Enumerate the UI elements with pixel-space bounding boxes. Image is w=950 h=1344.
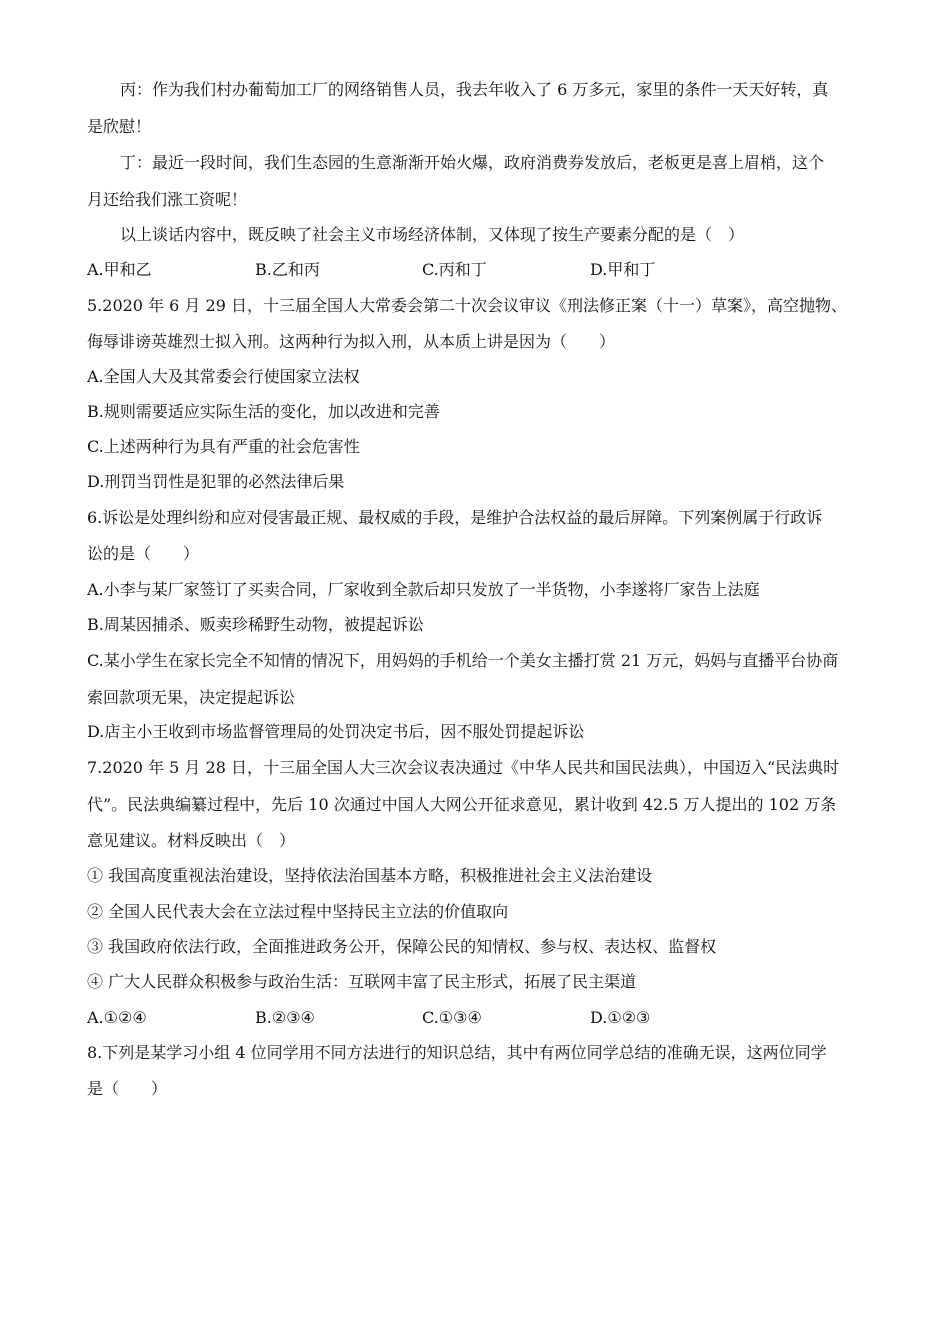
dialogue-ding-line-2: 月还给我们涨工资呢！	[87, 190, 248, 209]
q7-option-b: B.②③④	[255, 1008, 315, 1027]
q5-option-a: A.全国人大及其常委会行使国家立法权	[87, 367, 360, 386]
q6-option-a: A.小李与某厂家签订了买卖合同，厂家收到全款后却只发放了一半货物，小李遂将厂家告上法庭	[87, 580, 760, 599]
question-8-stem-line-1: 8.下列是某学习小组 4 位同学用不同方法进行的知识总结，其中有两位同学总结的准确无误，这两位同学	[87, 1043, 827, 1062]
question-6-stem-line-2: 讼的是（ ）	[87, 544, 200, 563]
dialogue-bing-line-1: 丙：作为我们村办葡萄加工厂的网络销售人员，我去年收入了 6 万多元，家里的条件一天天好转，真	[120, 80, 829, 99]
q6-option-c-line-1: C.某小学生在家长完全不知情的情况下，用妈妈的手机给一个美女主播打赏 21 万元，妈妈与直播平台协商	[87, 651, 839, 670]
q6-option-c-line-2: 索回款项无果，决定提起诉讼	[87, 688, 296, 707]
q7-option-d: D.①②③	[590, 1008, 651, 1027]
q5-option-c: C.上述两种行为具有严重的社会危害性	[87, 437, 360, 456]
q5-option-d: D.刑罚当罚性是犯罪的必然法律后果	[87, 472, 345, 491]
q6-option-b: B.周某因捕杀、贩卖珍稀野生动物，被提起诉讼	[87, 615, 424, 634]
q4-option-b: B.乙和丙	[255, 260, 320, 279]
q7-option-a: A.①②④	[87, 1008, 147, 1027]
q4-option-a: A.甲和乙	[87, 260, 152, 279]
q7-option-c: C.①③④	[422, 1008, 482, 1027]
q4-option-c: C.丙和丁	[422, 260, 487, 279]
q5-option-b: B.规则需要适应实际生活的变化，加以改进和完善	[87, 402, 440, 421]
q4-option-d: D.甲和丁	[590, 260, 656, 279]
q7-statement-3: ③ 我国政府依法行政，全面推进政务公开，保障公民的知情权、参与权、表达权、监督权	[87, 937, 717, 956]
question-4-stem: 以上谈话内容中，既反映了社会主义市场经济体制，又体现了按生产要素分配的是（ ）	[120, 225, 745, 244]
question-7-stem-line-1: 7.2020 年 5 月 28 日，十三届全国人大三次会议表决通过《中华人民共和国民法典），中国迈入“民法典时	[87, 758, 840, 777]
question-8-stem-line-2: 是（ ）	[87, 1079, 168, 1098]
question-7-stem-line-3: 意见建议。材料反映出（ ）	[87, 831, 296, 850]
question-7-stem-line-2: 代”。民法典编纂过程中，先后 10 次通过中国人大网公开征求意见，累计收到 42.5 万人提出的 102 万条	[87, 795, 837, 814]
question-6-stem-line-1: 6.诉讼是处理纠纷和应对侵害最正规、最权威的手段，是维护合法权益的最后屏障。下列案例属于行政诉	[87, 508, 823, 527]
q7-statement-1: ① 我国高度重视法治建设，坚持依法治国基本方略，积极推进社会主义法治建设	[87, 866, 653, 885]
dialogue-ding-line-1: 丁：最近一段时间，我们生态园的生意渐渐开始火爆，政府消费券发放后，老板更是喜上眉梢，这个	[120, 153, 825, 172]
question-5-stem-line-1: 5.2020 年 6 月 29 日，十三届全国人大常委会第二十次会议审议《刑法修正案（十一）草案》，高空抛物、	[87, 296, 847, 315]
q7-statement-2: ② 全国人民代表大会在立法过程中坚持民主立法的价值取向	[87, 902, 509, 921]
dialogue-bing-line-2: 是欣慰！	[87, 117, 152, 136]
q7-statement-4: ④ 广大人民群众积极参与政治生活：互联网丰富了民主形式，拓展了民主渠道	[87, 972, 637, 991]
q6-option-d: D.店主小王收到市场监督管理局的处罚决定书后，因不服处罚提起诉讼	[87, 722, 585, 741]
question-5-stem-line-2: 侮辱诽谤英雄烈士拟入刑。这两种行为拟入刑，从本质上讲是因为（ ）	[87, 332, 616, 351]
